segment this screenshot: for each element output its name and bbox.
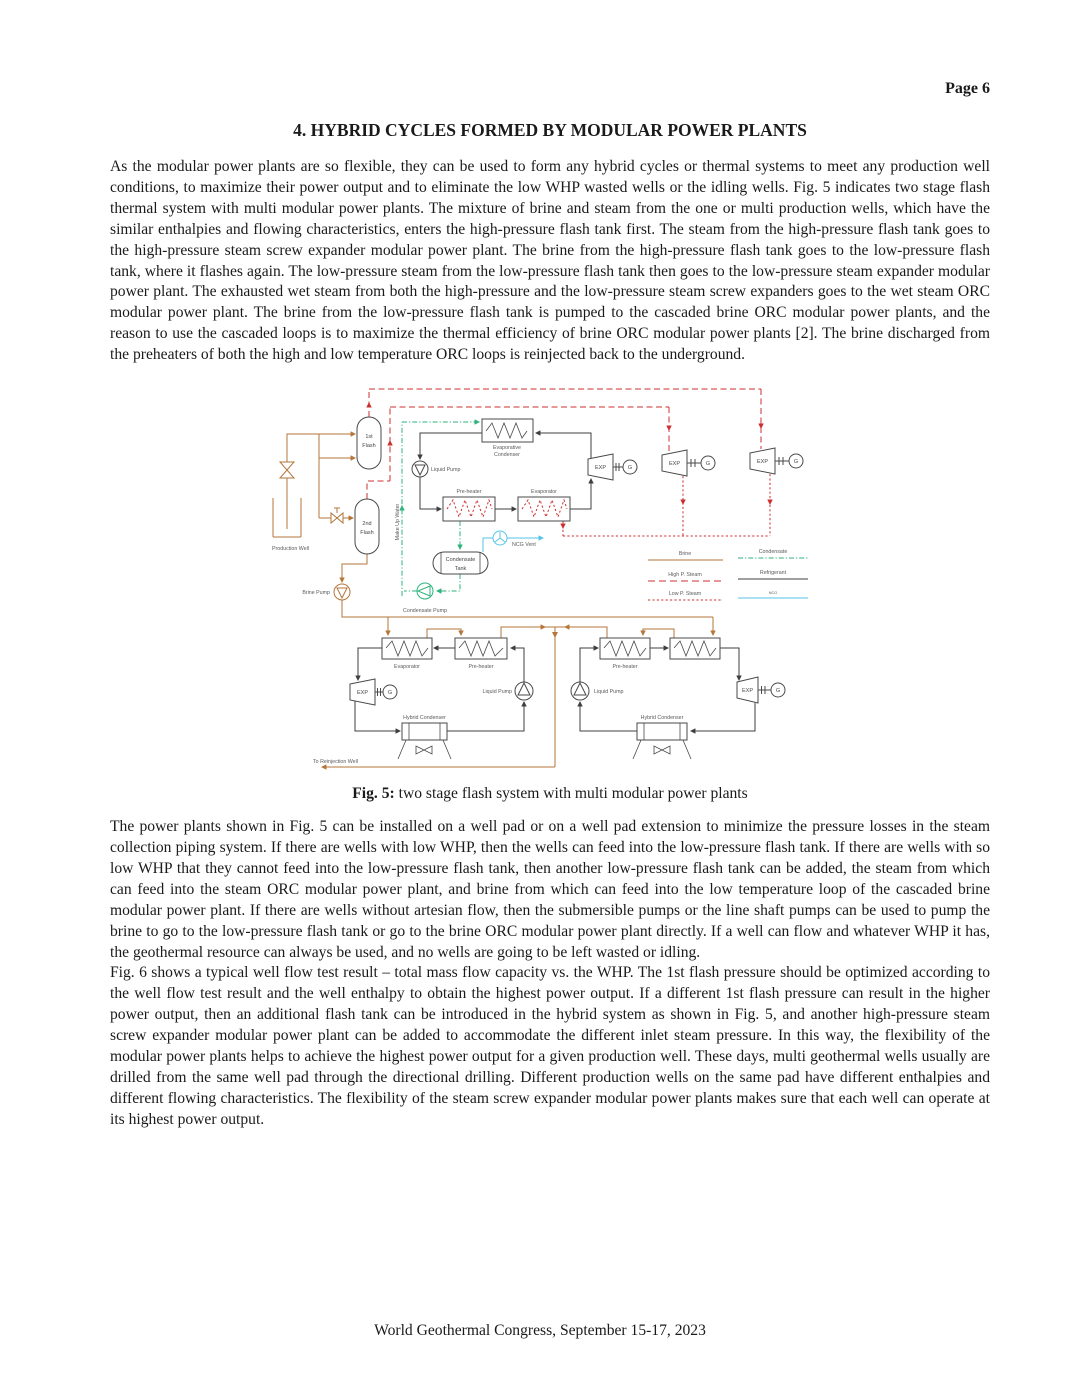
figure-caption-prefix: Fig. 5:	[352, 785, 395, 803]
to-reinjection-well-label: To Reinjection Well	[313, 759, 358, 766]
hybrid-condenser-right	[633, 723, 691, 759]
exp1-label: EXP	[594, 465, 607, 472]
gen-br-label: G	[775, 688, 781, 695]
production-well-symbol	[273, 478, 301, 537]
gen3-label: G	[793, 459, 799, 466]
flash2-label: Flash	[360, 530, 374, 537]
legend	[648, 549, 808, 600]
legend-label-low-p-steam: Low P. Steam	[668, 591, 702, 598]
condensate-tank-label-2: Tank	[454, 566, 467, 573]
preheater-top-label: Pre-heater	[456, 489, 482, 496]
paragraph-2: The power plants shown in Fig. 5 can be installed on a well pad or on a well pad extension to minimize the pressure losses in the steam collection piping system. If there are wells with low WHP, then the wells can feed into the low-pressure flash tank. If there are wells with so low WHP that they cannot feed into the low-pressure flash tank, then another low-pressure flash tank can be added, the steam from which can feed into the steam ORC modular power plant, and brine from which can feed into the low temperature loop of the cascaded brine modular power plant. If there are wells without artesian flow, then the submersible pumps or the line shaft pumps can be used to pump the brine to go to the low-pressure flash tank or go to the brine ORC modular power plant directly. If a well can flow and whatever WHP it has, the geothermal resource can always be used, and no wells are going to be left wasted or idling.	[110, 818, 990, 961]
evaporator-top-label: Evaporator	[531, 489, 557, 496]
legend-label-condensate: Condensate	[758, 549, 788, 556]
evaporator-top	[518, 497, 570, 521]
hybrid-condenser-bl-label: Hybrid Condenser	[403, 715, 446, 722]
gen2-label: G	[705, 461, 711, 468]
liquid-pump-top	[412, 461, 428, 477]
gen-bl-label: G	[387, 690, 393, 697]
liquid-pump-br-label: Liquid Pump	[594, 689, 624, 696]
preheater-bottom-left	[455, 638, 507, 659]
condensate-pump	[417, 583, 433, 599]
exp2-label: EXP	[668, 461, 681, 468]
liquid-pump-top-label: Liquid Pump	[431, 467, 461, 474]
evaporator-bl-label: Evaporator	[394, 664, 420, 671]
legend-label-ncg: NCG	[768, 591, 778, 596]
evaporative-condenser-label-2: Condenser	[494, 452, 520, 459]
liquid-pump-bottom-left	[515, 682, 533, 700]
flash2-inlet-valve	[331, 508, 343, 523]
evaporative-condenser	[482, 419, 533, 442]
wellhead-valve	[280, 462, 294, 478]
preheater-br-label: Pre-heater	[612, 664, 638, 671]
process-flow-diagram	[255, 386, 845, 776]
condensate-pump-label: Condensate Pump	[403, 608, 447, 615]
hybrid-condenser-br-label: Hybrid Condenser	[640, 715, 684, 722]
flash1-ordinal: 1st	[365, 434, 373, 441]
exp-br-label: EXP	[741, 688, 754, 695]
paragraph-1: As the modular power plants are so flexible, they can be used to form any hybrid cycles or thermal systems to meet any production well conditions, to maximize their power output and to eliminate the low WHP wasted wells or the idling wells. Fig. 5 indicates two stage flash thermal system with multi modular power plants. The mixture of brine and steam from the one or multi production wells, which have the similar enthalpies and flowing characteristics, enters the high-pressure flash tank first. The steam from the high-pressure flash tank goes to the high-pressure steam screw expander modular power plant. The brine from the high-pressure flash tank goes to the low-pressure flash tank, where it flashes again. The low-pressure steam from the low-pressure flash tank then goes to the low-pressure steam expander modular power plant. The exhausted wet steam from both the high-pressure and the low-pressure steam screw expanders goes to the wet steam ORC modular power plant. The brine from the low-pressure flash tank is pumped to the cascaded brine ORC modular power plants, and the reason to use the cascaded loops is to maximize the thermal efficiency of brine ORC modular power plants [2]. The brine discharged from the preheaters of both the high and low temperature ORC loops is reinjected back to the underground.	[110, 158, 990, 364]
gen1-label: G	[627, 465, 633, 472]
ncg-vent-fan	[493, 531, 507, 545]
hybrid-condenser-left	[398, 723, 451, 759]
liquid-pump-bl-label: Liquid Pump	[482, 689, 512, 696]
brine-pump	[334, 584, 350, 600]
condensate-tank-label-1: Condensate	[445, 557, 476, 564]
evaporative-condenser-label-1: Evaporative	[493, 445, 521, 452]
figure-caption-text: two stage flash system with multi modular power plants	[394, 785, 748, 803]
exp3-label: EXP	[756, 459, 769, 466]
make-up-water-label: Make Up Water	[395, 503, 401, 541]
section-title: 4. HYBRID CYCLES FORMED BY MODULAR POWER PLANTS	[293, 120, 807, 140]
figure-5	[255, 386, 845, 803]
figure-caption	[255, 785, 845, 803]
flash2-ordinal: 2nd	[362, 521, 372, 528]
page-footer: World Geothermal Congress, September 15-17, 2023	[374, 1322, 706, 1339]
high-pressure-steam-lines	[367, 389, 761, 499]
page-number: Page 6	[945, 80, 990, 97]
legend-label-brine: Brine	[678, 551, 692, 558]
legend-label-refrigerant: Refrigerant	[759, 570, 787, 577]
liquid-pump-bottom-right	[571, 682, 589, 700]
brine-pump-label: Brine Pump	[302, 590, 330, 597]
production-well-label: Production Well	[272, 546, 309, 553]
paragraph-3: Fig. 6 shows a typical well flow test result – total mass flow capacity vs. the WHP. The 1st flash pressure should be optimized according to the well flow test result and the well enthalpy to obtain the highest power output. If a different 1st flash pressure can result in the higher power output, then an additional flash tank can be introduced in the hybrid system as shown in Fig. 5, and another high-pressure steam screw expander modular power plant can be added to accommodate the different inlet steam pressure. In this way, the flexibility of the modular power plants helps to achieve the highest power output for a given production well. These days, multi geothermal wells usually are drilled from the same well pad through the directional drilling. Different production wells on the same pad have different enthalpies and different flowing characteristics. The flexibility of the steam screw expander modular power plants makes sure that each well can operate at its highest power output.	[110, 964, 990, 1128]
ncg-vent-label: NCG Vent	[512, 542, 536, 549]
flash1-label: Flash	[362, 443, 376, 450]
preheater-bl-label: Pre-heater	[468, 664, 494, 671]
exp-bl-label: EXP	[356, 690, 369, 697]
condensate-piping	[402, 422, 482, 599]
legend-label-high-p-steam: High P. Steam	[668, 572, 702, 579]
preheater-top	[443, 497, 495, 521]
